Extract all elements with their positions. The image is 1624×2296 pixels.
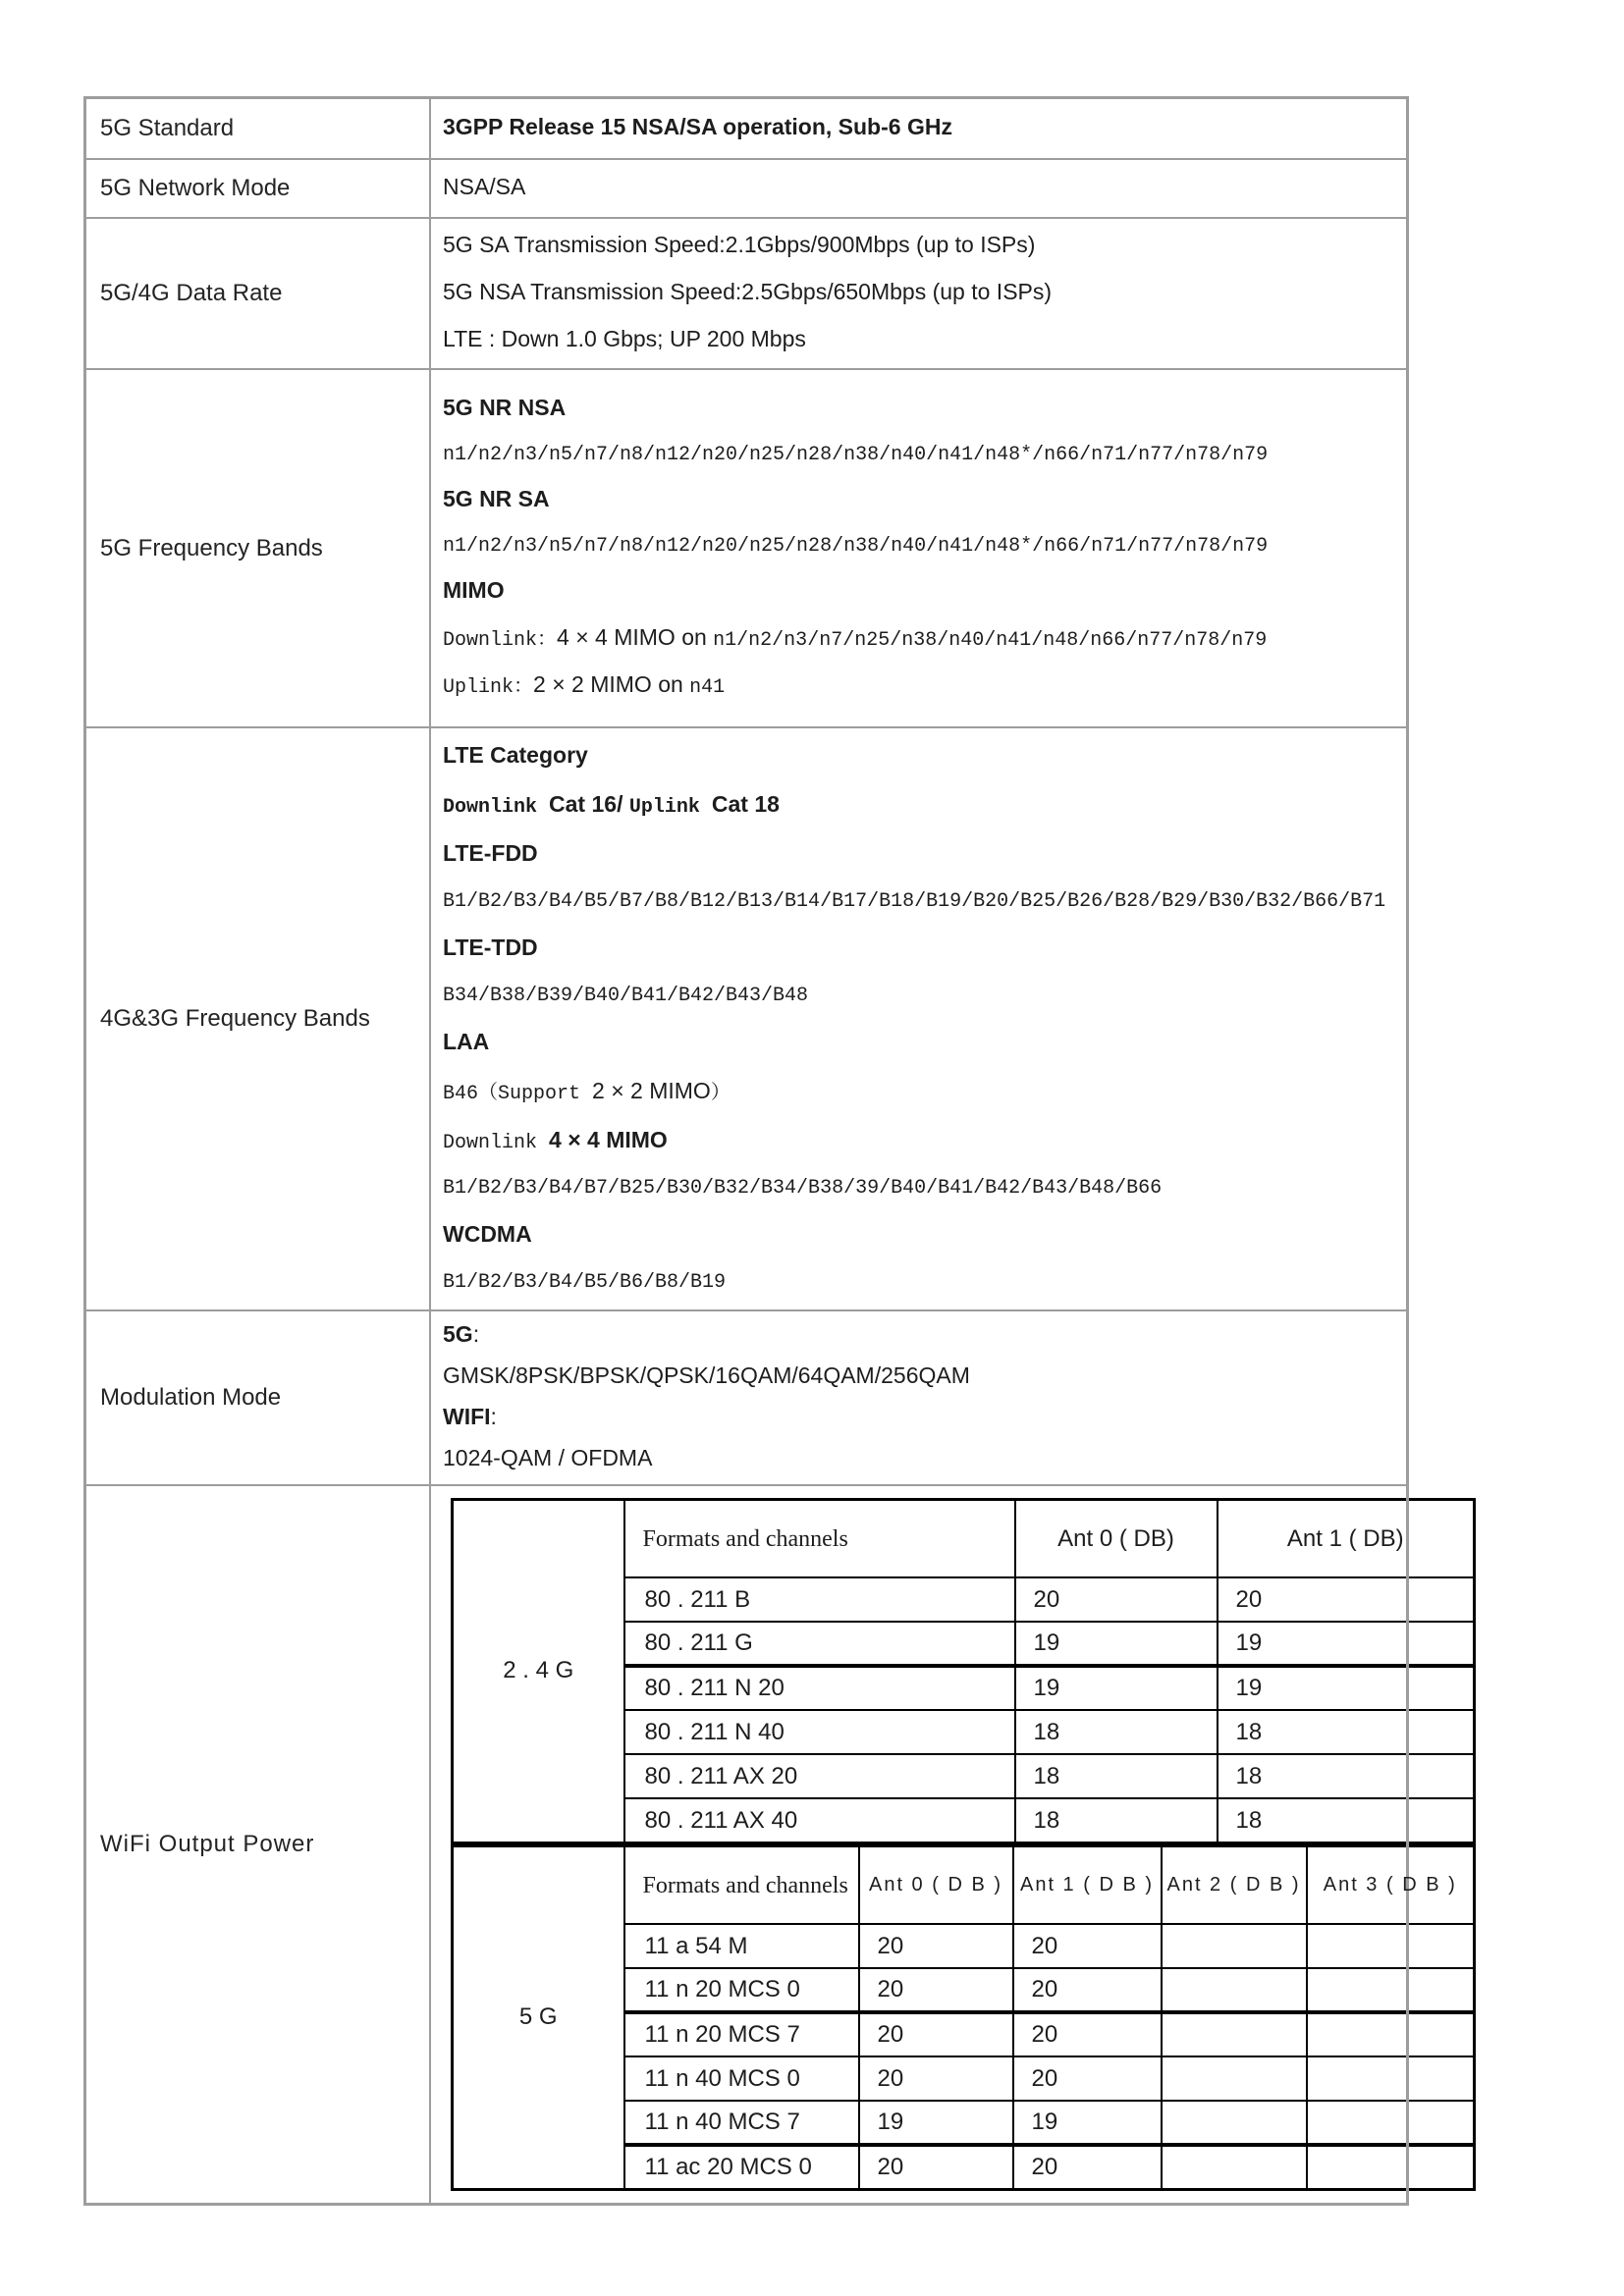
spec-line-segment: Cat 16/: [549, 790, 629, 817]
spec-line-segment: 5G NR NSA: [443, 395, 567, 420]
spec-line-segment: n41: [689, 676, 726, 699]
wifi-power-cell: 19: [1013, 2101, 1162, 2145]
spec-line: [443, 1068, 1400, 1117]
spec-line: [443, 165, 1400, 212]
spec-line: [443, 974, 1400, 1019]
wifi-power-cell: 20: [1218, 1577, 1475, 1622]
wifi-channel-cell: 11 a 54 M: [624, 1924, 859, 1968]
wifi-power-cell: [1307, 1968, 1475, 2012]
wifi-channel-cell: 11 n 20 MCS 7: [624, 2012, 859, 2056]
spec-row-5g-4g-data-rate: [85, 218, 1408, 369]
spec-line-segment: ）: [710, 1082, 731, 1105]
spec-line: [443, 270, 1400, 317]
spec-line-segment: :: [490, 1403, 497, 1429]
spec-line-segment: Downlink: [443, 1131, 550, 1154]
spec-row-5g-frequency-bands: [85, 369, 1408, 727]
spec-line: [443, 925, 1400, 974]
spec-value-5g-frequency-bands: [430, 369, 1408, 727]
spec-line: [443, 1357, 1400, 1398]
wifi-power-cell: 20: [859, 2056, 1013, 2101]
spec-line-segment: 4 × 4 MIMO on: [557, 624, 714, 650]
spec-line: [443, 781, 1400, 830]
spec-line-segment: MIMO: [443, 577, 505, 603]
spec-line: [443, 1117, 1400, 1166]
spec-line-segment: 4 × 4 MIMO: [549, 1126, 668, 1152]
spec-line: [443, 433, 1400, 477]
wifi-power-cell: [1162, 2145, 1307, 2189]
spec-line: [443, 568, 1400, 615]
wifi-col-header-ant-3: Ant 3 ( D B ): [1307, 1845, 1475, 1924]
wifi-band-label-5g: 5 G: [453, 1845, 624, 2189]
spec-line-segment: 1024-QAM / OFDMA: [443, 1444, 653, 1470]
spec-line: [443, 1260, 1400, 1306]
wifi-channel-cell: 11 n 20 MCS 0: [624, 1968, 859, 2012]
spec-line: [443, 830, 1400, 880]
spec-row-5g-network-mode: [85, 159, 1408, 218]
wifi-power-cell: 20: [1013, 1924, 1162, 1968]
wifi-col-header-ant-0: Ant 0 ( D B ): [859, 1845, 1013, 1924]
spec-label-5g-frequency-bands: 5G Frequency Bands: [85, 369, 431, 727]
spec-line-segment: LTE-TDD: [443, 934, 538, 960]
wifi-power-cell: [1162, 2012, 1307, 2056]
wifi-power-cell: 18: [1015, 1710, 1218, 1754]
spec-line: [443, 1166, 1400, 1211]
wifi-power-cell: 20: [1015, 1577, 1218, 1622]
spec-line-segment: B46（Support: [443, 1082, 593, 1105]
wifi-power-cell: 19: [1015, 1622, 1218, 1666]
spec-line-segment: LTE-FDD: [443, 839, 538, 866]
spec-line: [443, 615, 1400, 663]
wifi-channel-cell: 80 . 211 AX 40: [624, 1798, 1015, 1842]
spec-line-segment: 2 × 2 MIMO on: [533, 671, 690, 697]
wifi-power-cell: 18: [1218, 1710, 1475, 1754]
spec-line-segment: B1/B2/B3/B4/B5/B6/B8/B19: [443, 1270, 727, 1294]
wifi-channel-cell: 11 n 40 MCS 0: [624, 2056, 859, 2101]
spec-line: [443, 1439, 1400, 1480]
wifi-channel-cell: 11 n 40 MCS 7: [624, 2101, 859, 2145]
spec-line: [443, 1398, 1400, 1439]
spec-line: [443, 223, 1400, 270]
spec-line-segment: 5G NR SA: [443, 486, 550, 511]
spec-line-segment: LTE : Down 1.0 Gbps; UP 200 Mbps: [443, 325, 806, 351]
spec-line-segment: B1/B2/B3/B4/B7/B25/B30/B32/B34/B38/39/B40/B41/B42/B43/B48/B66: [443, 1176, 1163, 1200]
wifi-header-row: [453, 1845, 1475, 1924]
spec-line-segment: GMSK/8PSK/BPSK/QPSK/16QAM/64QAM/256QAM: [443, 1362, 970, 1388]
wifi-table-2-4g: [451, 1498, 1476, 1844]
wifi-output-power-tables: [451, 1498, 1473, 2191]
spec-label-modulation-mode: Modulation Mode: [85, 1310, 431, 1485]
spec-line-segment: B1/B2/B3/B4/B5/B7/B8/B12/B13/B14/B17/B18/B19/B20/B25/B26/B28/B29/B30/B32/B66/B71: [443, 889, 1386, 913]
wifi-power-cell: [1307, 2056, 1475, 2101]
wifi-col-header-ant-1: Ant 1 ( D B ): [1013, 1845, 1162, 1924]
spec-table-body: [85, 98, 1457, 2205]
wifi-power-cell: [1162, 2056, 1307, 2101]
spec-value-wifi-output-power: [430, 1485, 1457, 2205]
spec-line-segment: Downlink: [443, 795, 550, 819]
spec-line: [443, 524, 1400, 568]
spec-line-segment: WIFI: [443, 1403, 491, 1429]
wifi-channel-cell: 80 . 211 AX 20: [624, 1754, 1015, 1798]
wifi-channel-cell: 80 . 211 N 40: [624, 1710, 1015, 1754]
wifi-power-cell: [1307, 2012, 1475, 2056]
spec-line-segment: 2 × 2 MIMO: [592, 1077, 711, 1103]
spec-line-segment: NSA/SA: [443, 173, 526, 199]
wifi-power-cell: 20: [859, 2145, 1013, 2189]
spec-label-5g-network-mode: 5G Network Mode: [85, 159, 431, 218]
wifi-power-cell: [1162, 2101, 1307, 2145]
wifi-power-cell: 20: [1013, 2145, 1162, 2189]
spec-line-segment: :: [472, 1320, 480, 1347]
spec-line: [443, 317, 1400, 364]
wifi-power-cell: 18: [1015, 1754, 1218, 1798]
wifi-channel-cell: 80 . 211 N 20: [624, 1666, 1015, 1710]
wifi-power-cell: 20: [859, 2012, 1013, 2056]
spec-row-4g-3g-frequency-bands: [85, 727, 1408, 1310]
spec-value-5g-4g-data-rate: [430, 218, 1408, 369]
wifi-channel-cell: 80 . 211 B: [624, 1577, 1015, 1622]
wifi-power-cell: [1307, 2145, 1475, 2189]
wifi-table-5g: [451, 1844, 1476, 2191]
wifi-channel-cell: 11 ac 20 MCS 0: [624, 2145, 859, 2189]
spec-line-segment: n1/n2/n3/n5/n7/n8/n12/n20/n25/n28/n38/n40/n41/n48*/n66/n71/n77/n78/n79: [443, 444, 1269, 466]
wifi-power-cell: 18: [1015, 1798, 1218, 1842]
spec-label-5g-standard: 5G Standard: [85, 98, 431, 159]
spec-line: [443, 732, 1400, 781]
spec-row-wifi-output-power: [85, 1485, 1408, 2205]
spec-value-5g-network-mode: [430, 159, 1408, 218]
wifi-power-cell: 19: [1218, 1622, 1475, 1666]
wifi-formats-header: Formats and channels: [624, 1499, 1015, 1577]
wifi-power-cell: [1162, 1968, 1307, 2012]
wifi-col-header-ant-2: Ant 2 ( D B ): [1162, 1845, 1307, 1924]
wifi-power-cell: 20: [859, 1968, 1013, 2012]
wifi-power-cell: 19: [859, 2101, 1013, 2145]
wifi-power-cell: 19: [1218, 1666, 1475, 1710]
spec-line: [443, 880, 1400, 925]
spec-line: [443, 1211, 1400, 1260]
spec-line-segment: Downlink：: [443, 629, 558, 652]
wifi-header-row: [453, 1499, 1475, 1577]
spec-line-segment: Uplink: [628, 795, 712, 819]
wifi-power-cell: 18: [1218, 1754, 1475, 1798]
spec-value-4g-3g-frequency-bands: [430, 727, 1408, 1310]
spec-line-segment: Uplink：: [443, 676, 534, 699]
wifi-col-header-ant-0: Ant 0 ( DB): [1015, 1499, 1218, 1577]
spec-line: [443, 663, 1400, 710]
spec-line-segment: Cat 18: [711, 790, 780, 817]
wifi-power-cell: [1307, 1924, 1475, 1968]
wifi-power-cell: 20: [1013, 2012, 1162, 2056]
wifi-channel-cell: 80 . 211 G: [624, 1622, 1015, 1666]
spec-label-wifi-output-power: WiFi Output Power: [85, 1485, 431, 2205]
wifi-tbody: [453, 1845, 1475, 2189]
spec-line-segment: n1/n2/n3/n7/n25/n38/n40/n41/n48/n66/n77/n78/n79: [713, 629, 1268, 652]
spec-label-4g-3g-frequency-bands: 4G&3G Frequency Bands: [85, 727, 431, 1310]
spec-table: [83, 96, 1457, 2206]
spec-label-5g-4g-data-rate: 5G/4G Data Rate: [85, 218, 431, 369]
spec-line: [443, 1019, 1400, 1068]
spec-line-segment: n1/n2/n3/n5/n7/n8/n12/n20/n25/n28/n38/n40/n41/n48*/n66/n71/n77/n78/n79: [443, 535, 1269, 558]
wifi-power-cell: 20: [859, 1924, 1013, 1968]
wifi-power-cell: 20: [1013, 1968, 1162, 2012]
spec-line-segment: 5G SA Transmission Speed:2.1Gbps/900Mbps (up to ISPs): [443, 231, 1036, 257]
spec-line: [443, 105, 1400, 152]
wifi-power-cell: [1162, 1924, 1307, 1968]
spec-line-segment: LAA: [443, 1028, 490, 1054]
wifi-power-cell: [1307, 2101, 1475, 2145]
spec-line: [443, 386, 1400, 433]
wifi-band-label-2-4g: 2 . 4 G: [453, 1499, 624, 1842]
spec-value-5g-standard: [430, 98, 1408, 159]
spec-line-segment: 3GPP Release 15 NSA/SA operation, Sub-6 GHz: [443, 113, 952, 139]
wifi-power-cell: 18: [1218, 1798, 1475, 1842]
spec-value-modulation-mode: [430, 1310, 1408, 1485]
spec-row-5g-standard: [85, 98, 1408, 159]
wifi-power-cell: 20: [1013, 2056, 1162, 2101]
wifi-formats-header: Formats and channels: [624, 1845, 859, 1924]
wifi-power-cell: 19: [1015, 1666, 1218, 1710]
spec-line-segment: LTE Category: [443, 741, 588, 768]
spec-row-modulation-mode: [85, 1310, 1408, 1485]
spec-line-segment: 5G: [443, 1320, 473, 1347]
spec-line: [443, 477, 1400, 524]
spec-line-segment: 5G NSA Transmission Speed:2.5Gbps/650Mbps (up to ISPs): [443, 278, 1053, 304]
spec-line-segment: B34/B38/B39/B40/B41/B42/B43/B48: [443, 984, 809, 1007]
spec-line: [443, 1315, 1400, 1357]
wifi-tbody: [453, 1499, 1475, 1842]
spec-line-segment: WCDMA: [443, 1220, 532, 1247]
wifi-col-header-ant-1: Ant 1 ( DB): [1218, 1499, 1475, 1577]
